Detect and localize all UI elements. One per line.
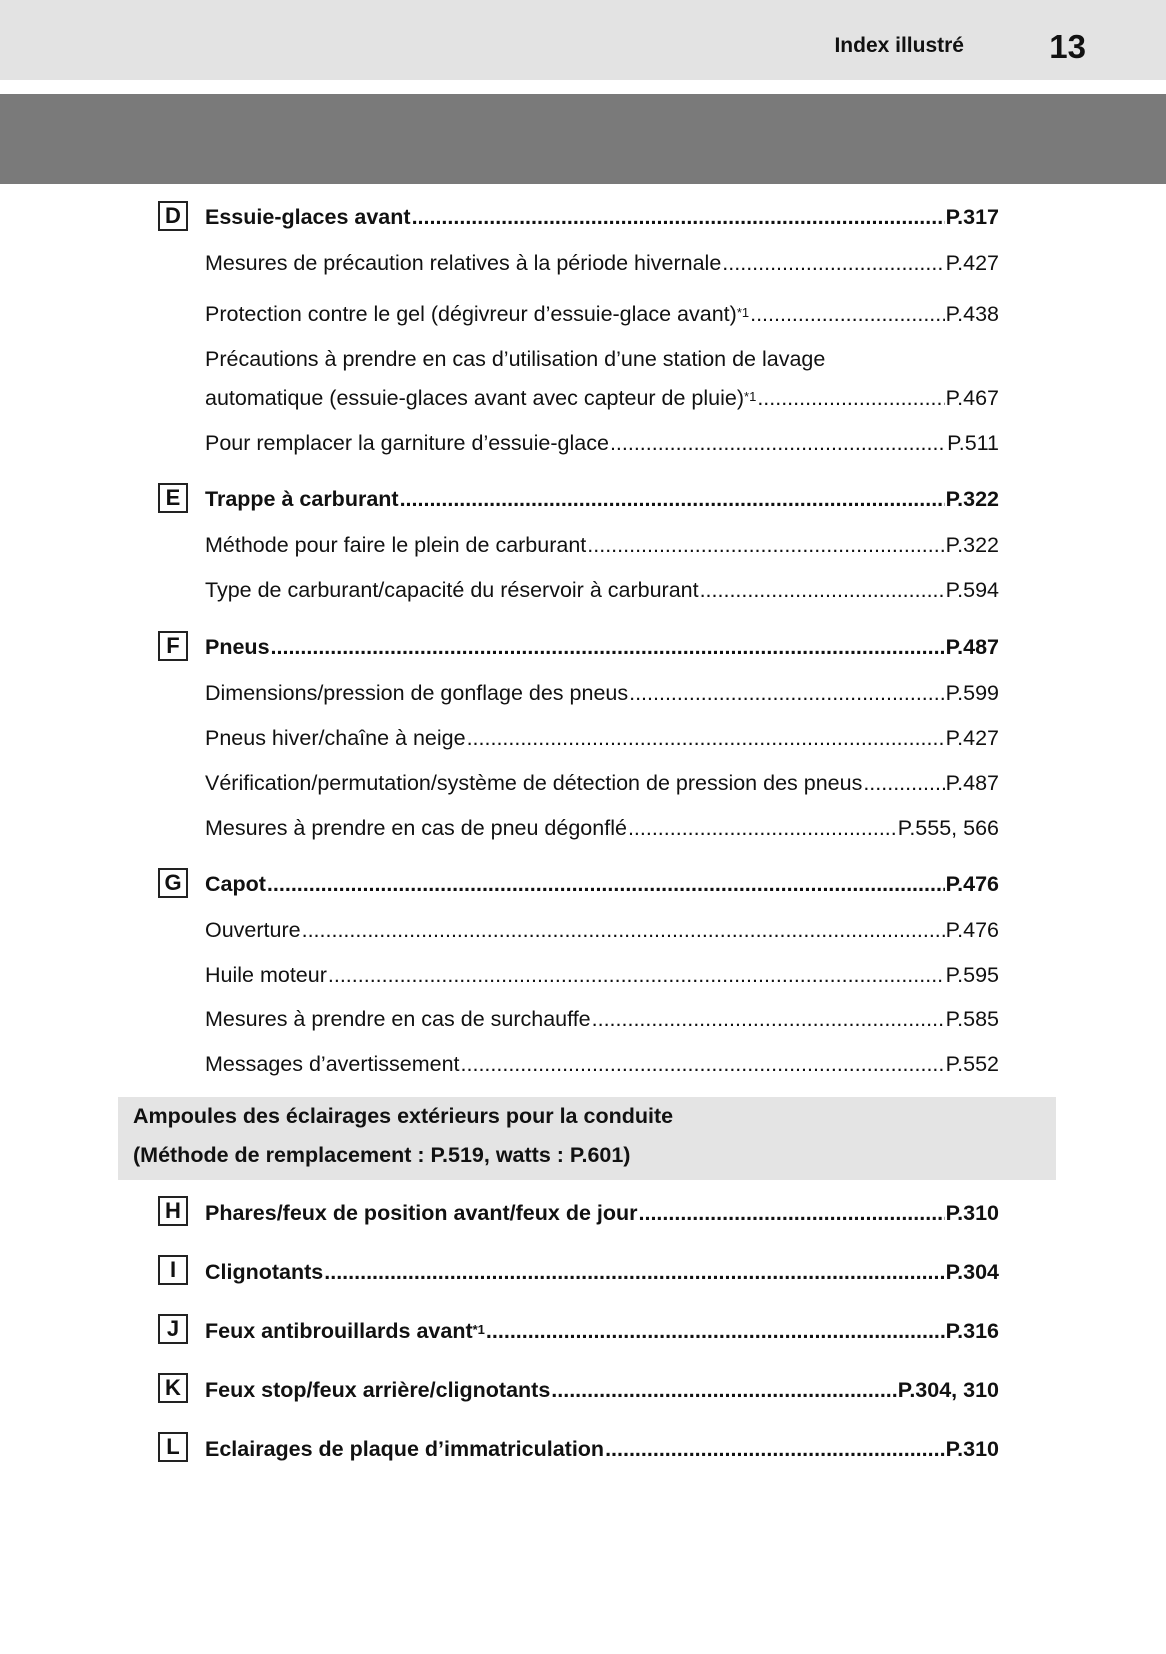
index-sub-entry[interactable]	[205, 816, 999, 841]
dot-leader	[700, 578, 945, 603]
entry-page-ref[interactable]: P.594	[945, 578, 999, 602]
entry-label: Eclairages de plaque d’immatriculation	[205, 1437, 605, 1461]
note-subtitle: (Méthode de remplacement : P.519, watts : P.601)	[133, 1143, 631, 1167]
entry-page-ref[interactable]: P.304, 310	[897, 1378, 999, 1402]
entry-page-ref[interactable]: P.322	[945, 533, 999, 557]
entry-label: Pour remplacer la garniture d’essuie-glace	[205, 431, 609, 455]
dot-leader	[610, 431, 946, 456]
index-letter-d: D	[158, 201, 188, 231]
entry-label: Pneus hiver/chaîne à neige	[205, 726, 466, 750]
entry-label: Huile moteur	[205, 963, 327, 987]
entry-label: Vérification/permutation/système de détection de pression des pneus	[205, 771, 863, 795]
entry-label: Essuie-glaces avant	[205, 205, 411, 229]
index-sub-entry[interactable]	[205, 386, 999, 411]
dot-leader	[271, 635, 945, 660]
entry-page-ref[interactable]: P.552	[945, 1052, 999, 1076]
index-sub-entry[interactable]	[205, 578, 999, 603]
entry-label: Ouverture	[205, 918, 301, 942]
entry-label: Méthode pour faire le plein de carburant	[205, 533, 587, 557]
entry-page-ref[interactable]: P.599	[945, 681, 999, 705]
header-separator	[0, 80, 1166, 94]
index-letter-g: G	[158, 868, 188, 898]
index-sub-entry[interactable]	[205, 533, 999, 558]
entry-page-ref[interactable]: P.438	[945, 302, 999, 326]
entry-page-ref[interactable]: P.555, 566	[897, 816, 999, 840]
entry-label: Mesures de précaution relatives à la période hivernale	[205, 251, 722, 275]
dot-leader	[412, 205, 945, 230]
dot-leader	[400, 487, 945, 512]
index-main-entry[interactable]	[205, 1201, 999, 1226]
entry-page-ref[interactable]: P.585	[945, 1007, 999, 1031]
entry-page-ref[interactable]: P.476	[945, 872, 999, 896]
entry-page-ref[interactable]: P.487	[945, 635, 999, 659]
note-title: Ampoules des éclairages extérieurs pour la conduite	[133, 1104, 674, 1128]
entry-label: Feux stop/feux arrière/clignotants	[205, 1378, 551, 1402]
entry-label: Dimensions/pression de gonflage des pneus	[205, 681, 629, 705]
index-main-entry[interactable]	[205, 1260, 999, 1285]
entry-label: Feux antibrouillards avant$^{*1}$	[205, 1319, 485, 1343]
dot-leader	[639, 1201, 945, 1226]
dot-leader	[592, 1007, 945, 1032]
index-letter-l: L	[158, 1432, 188, 1462]
index-sub-entry[interactable]	[205, 726, 999, 751]
entry-page-ref[interactable]: P.487	[945, 771, 999, 795]
entry-label: Mesures à prendre en cas de surchauffe	[205, 1007, 591, 1031]
entry-page-ref[interactable]: P.595	[945, 963, 999, 987]
index-sub-entry[interactable]	[205, 431, 999, 456]
dot-leader	[757, 386, 944, 411]
entry-label: automatique (essuie-glaces avant avec capteur de pluie)$^{*1}$	[205, 386, 757, 410]
index-letter-j: J	[158, 1314, 188, 1344]
index-main-entry[interactable]	[205, 1319, 999, 1344]
dot-leader	[551, 1378, 896, 1403]
index-letter-i: I	[158, 1255, 188, 1285]
entry-label: Mesures à prendre en cas de pneu dégonflé	[205, 816, 627, 840]
dot-leader	[467, 726, 945, 751]
entry-label: Phares/feux de position avant/feux de jour	[205, 1201, 638, 1225]
index-main-entry[interactable]	[205, 205, 999, 230]
index-letter-f: F	[158, 631, 188, 661]
dot-leader	[486, 1319, 945, 1344]
dot-leader	[722, 251, 944, 276]
footnote-marker: *1	[736, 305, 750, 320]
index-sub-entry[interactable]	[205, 681, 999, 706]
dot-leader	[587, 533, 944, 558]
dot-leader	[605, 1437, 945, 1462]
entry-page-ref[interactable]: P.317	[945, 205, 999, 229]
entry-label: Pneus	[205, 635, 270, 659]
entry-page-ref[interactable]: P.304	[945, 1260, 999, 1284]
entry-page-ref[interactable]: P.322	[945, 487, 999, 511]
entry-label: Messages d’avertissement	[205, 1052, 460, 1076]
entry-page-ref[interactable]: P.310	[945, 1201, 999, 1225]
entry-page-ref[interactable]: P.316	[945, 1319, 999, 1343]
index-sub-entry[interactable]	[205, 918, 999, 943]
chapter-band	[0, 94, 1166, 184]
index-sub-entry[interactable]	[205, 771, 999, 796]
footnote-marker: *1	[744, 389, 757, 404]
index-main-entry[interactable]	[205, 1437, 999, 1462]
index-sub-entry[interactable]	[205, 251, 999, 276]
index-main-entry[interactable]	[205, 872, 999, 897]
index-sub-entry[interactable]	[205, 1052, 999, 1077]
index-main-entry[interactable]	[205, 635, 999, 660]
dot-leader	[302, 918, 945, 943]
entry-page-ref[interactable]: P.511	[947, 431, 999, 455]
page-number: 13	[1049, 28, 1086, 65]
index-letter-h: H	[158, 1196, 188, 1226]
header-band	[0, 0, 1166, 80]
entry-page-ref[interactable]: P.310	[945, 1437, 999, 1461]
entry-page-ref[interactable]: P.467	[945, 386, 999, 410]
index-letter-e: E	[158, 483, 188, 513]
dot-leader	[267, 872, 945, 897]
footnote-marker: *1	[472, 1322, 485, 1337]
index-sub-entry[interactable]	[205, 1007, 999, 1032]
dot-leader	[629, 681, 944, 706]
entry-page-ref[interactable]: P.427	[945, 251, 999, 275]
entry-page-ref[interactable]: P.476	[945, 918, 999, 942]
dot-leader	[628, 816, 897, 841]
dot-leader	[328, 963, 945, 988]
section-title: Index illustré	[834, 34, 964, 57]
entry-page-ref[interactable]: P.427	[945, 726, 999, 750]
dot-leader	[750, 302, 944, 327]
entry-label: Clignotants	[205, 1260, 324, 1284]
entry-label: Capot	[205, 872, 266, 896]
index-sub-entry[interactable]	[205, 963, 999, 988]
entry-label: Trappe à carburant	[205, 487, 399, 511]
index-sub-entry[interactable]	[205, 302, 999, 327]
dot-leader	[461, 1052, 945, 1077]
index-main-entry[interactable]	[205, 1378, 999, 1403]
entry-label: Protection contre le gel (dégivreur d’essuie-glace avant)$^{*1}$	[205, 302, 750, 326]
index-letter-k: K	[158, 1373, 188, 1403]
entry-label: Type de carburant/capacité du réservoir à carburant	[205, 578, 699, 602]
index-main-entry[interactable]	[205, 487, 999, 512]
entry-label-line1: Précautions à prendre en cas d’utilisation d’une station de lavage	[205, 347, 826, 371]
dot-leader	[863, 771, 944, 796]
dot-leader	[324, 1260, 944, 1285]
